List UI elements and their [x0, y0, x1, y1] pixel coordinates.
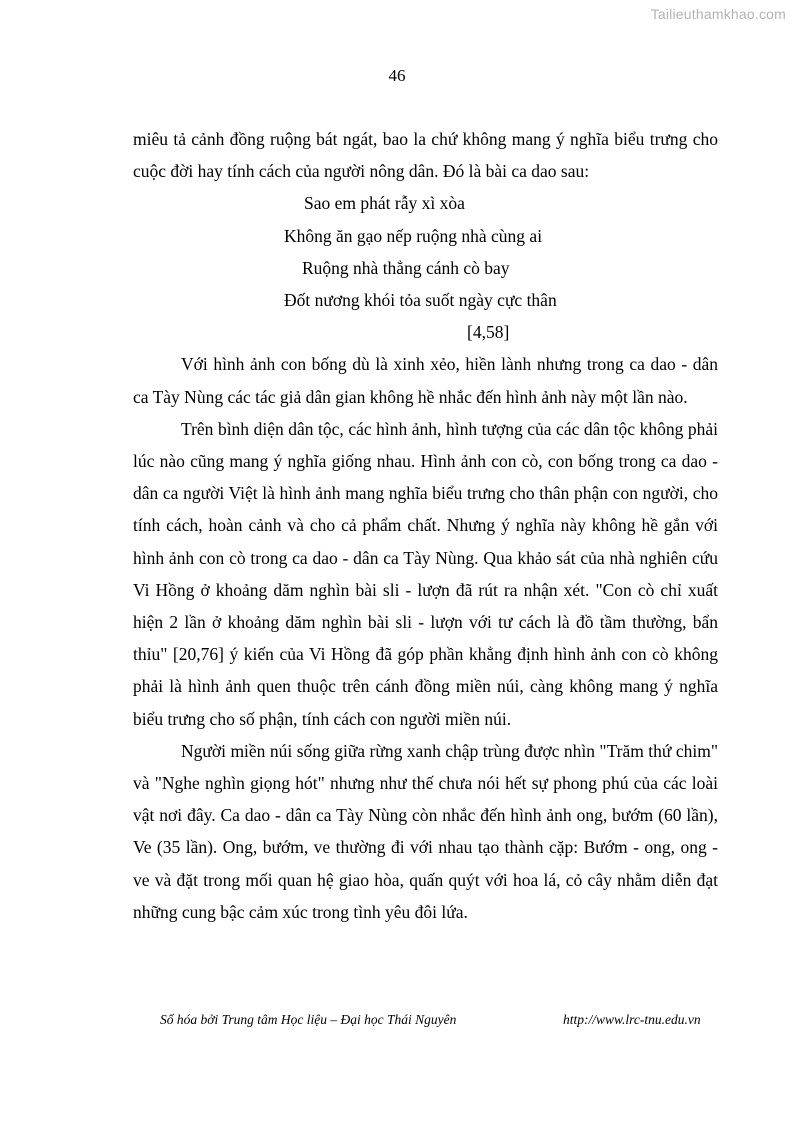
- document-body: [133, 123, 718, 928]
- paragraph-insects: Người miền núi sống giữa rừng xanh chập trùng được nhìn "Trăm thứ chim" và "Nghe nghìn giọng hót" nhưng như thế chưa nói hết sự phong phú của các loài vật nơi đây. Ca dao - dân ca Tày Nùng còn nhắc đến hình ảnh ong, bướm (60 lần), Ve (35 lần). Ong, bướm, ve thường đi với nhau tạo thành cặp: Bướm - ong, ong - ve và đặt trong mối quan hệ giao hòa, quấn quýt với hoa lá, cỏ cây nhằm diễn đạt những cung bậc cảm xúc trong tình yêu đôi lứa.: [133, 740, 718, 922]
- poem-line-1: Sao em phát rẫy xì xòa: [304, 193, 465, 214]
- footer-url: http://www.lrc-tnu.edu.vn: [563, 1012, 701, 1027]
- paragraph-ethnic-comparison: Trên bình diện dân tộc, các hình ảnh, hình tượng của các dân tộc không phải lúc nào cũng mang ý nghĩa giống nhau. Hình ảnh con cò, con bống trong ca dao - dân ca người Việt là hình ảnh mang nghĩa biểu trưng cho thân phận con người, cho tính cách, hoàn cảnh và cho cả phẩm chất. Nhưng ý nghĩa này không hề gắn với hình ảnh con cò trong ca dao - dân ca Tày Nùng. Qua khảo sát của nhà nghiên cứu Vi Hồng ở khoảng dăm nghìn bài sli - lượn đã rút ra nhận xét. "Con cò chỉ xuất hiện 2 lần ở khoảng dăm nghìn bài sli - lượn với tư cách là đồ tầm thường, bẩn thỉu" [20,76] ý kiến của Vi Hồng đã góp phần khẳng định hình ảnh con cò không phải là hình ảnh quen thuộc trên cánh đồng miền núi, càng không mang ý nghĩa biểu trưng cho số phận, tính cách con người miền núi.: [133, 418, 718, 729]
- poem-citation: [4,58]: [467, 322, 510, 343]
- paragraph-bong: Với hình ảnh con bống dù là xinh xẻo, hiền lành nhưng trong ca dao - dân ca Tày Nùng các tác giả dân gian không hề nhắc đến hình ảnh này một lần nào.: [133, 354, 718, 407]
- paragraph-continuation: miêu tả cảnh đồng ruộng bát ngát, bao la chứ không mang ý nghĩa biểu trưng cho cuộc đời hay tính cách của người nông dân. Đó là bài ca dao sau:: [133, 129, 718, 182]
- page-number: 46: [388, 66, 406, 85]
- footer-digitized-by: Số hóa bởi Trung tâm Học liệu – Đại học Thái Nguyên: [160, 1012, 457, 1027]
- poem-line-3: Ruộng nhà thẳng cánh cò bay: [302, 257, 510, 278]
- poem-line-2: Không ăn gạo nếp ruộng nhà cùng ai: [284, 225, 543, 246]
- watermark: Tailieuthamkhao.com: [650, 6, 786, 22]
- poem-line-4: Đốt nương khói tỏa suốt ngày cực thân: [284, 290, 557, 311]
